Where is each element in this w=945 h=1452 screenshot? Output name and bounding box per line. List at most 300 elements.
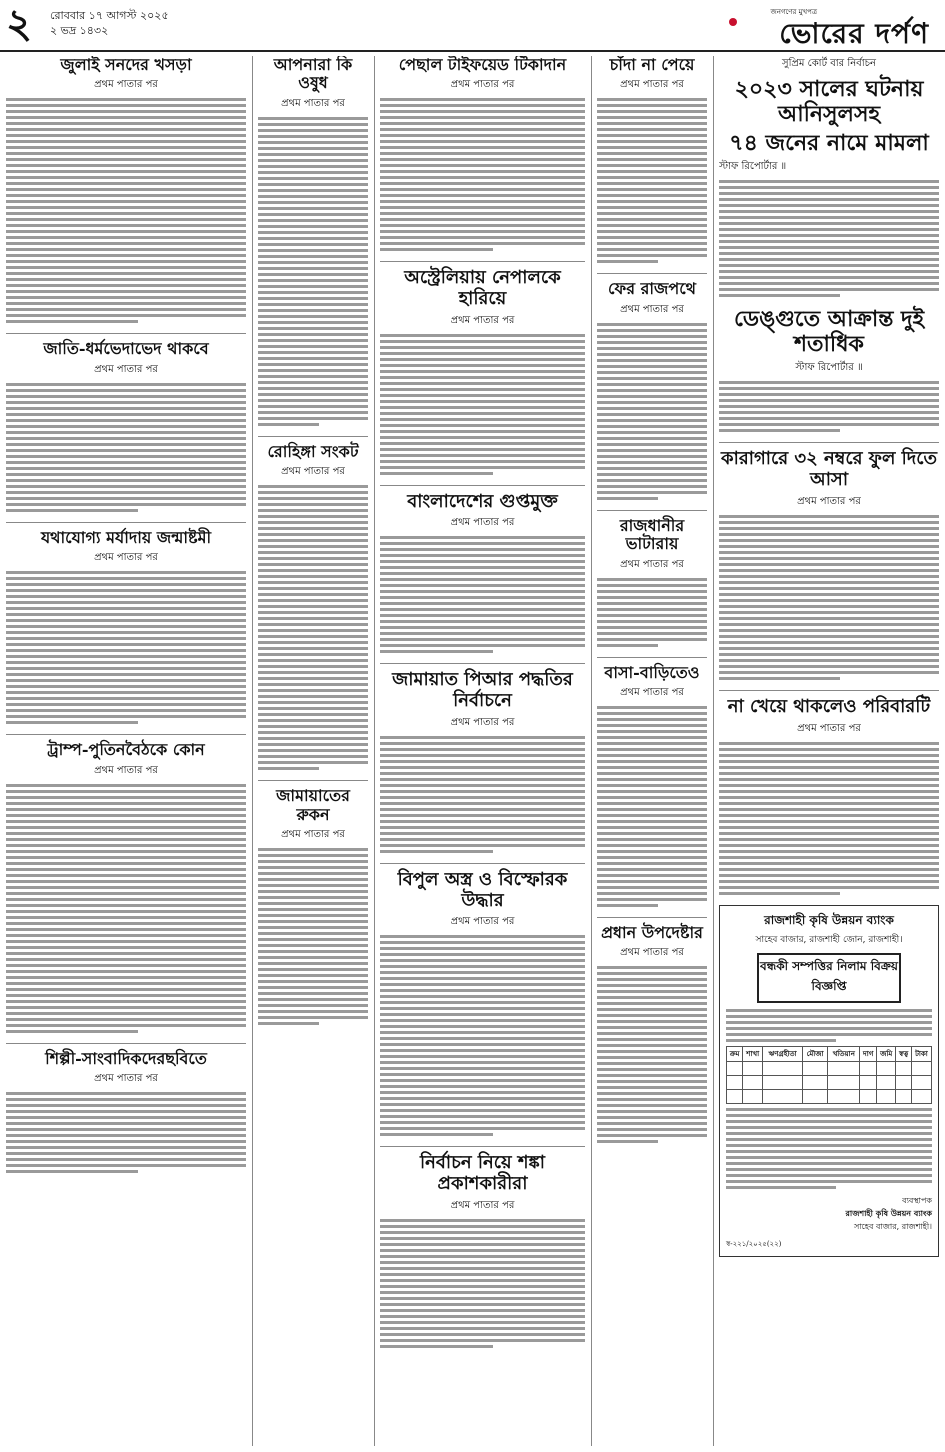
body-text-line: [597, 1044, 707, 1047]
body-text-line: [597, 862, 707, 865]
body-text-line: [6, 880, 246, 883]
body-text-line: [258, 998, 368, 1001]
body-text-line: [258, 231, 368, 234]
notice-table-cell: [763, 1075, 803, 1089]
body-text-line: [380, 1097, 585, 1100]
body-text-line: [6, 808, 246, 811]
body-text-line: [597, 419, 707, 422]
body-text-line: [380, 1315, 585, 1318]
notice-table-cell: [896, 1075, 912, 1089]
body-text-line: [258, 743, 368, 746]
article-headline: ডেঙ্গুতে আক্রান্ত দুই শতাধিক: [733, 305, 925, 358]
body-text-line: [258, 737, 368, 740]
body-text-line: [258, 1010, 368, 1013]
body-text-line: [380, 122, 585, 125]
body-text-line: [719, 533, 939, 536]
body-text-line: [726, 1126, 932, 1129]
body-text-line: [258, 932, 368, 935]
notice-column-header: খতিয়ান: [828, 1046, 860, 1061]
body-text-line: [380, 838, 585, 841]
body-text-line: [258, 351, 368, 354]
body-text-line: [258, 587, 368, 590]
body-text-line: [719, 222, 939, 225]
article-byline: প্রথম পাতার পর: [620, 558, 684, 570]
notice-table-body: [727, 1061, 932, 1103]
body-text-line: [597, 218, 707, 221]
body-text-line: [258, 533, 368, 536]
body-text-line: [6, 461, 246, 464]
body-text-line: [258, 375, 368, 378]
body-text-line: [258, 944, 368, 947]
notice-table-cell: [727, 1075, 743, 1089]
column-4: [597, 56, 707, 1446]
body-text-line: [719, 240, 939, 243]
body-text-line: [6, 709, 246, 712]
body-text-line: [380, 1297, 585, 1300]
body-text-line: [380, 742, 585, 745]
body-text-line: [597, 1140, 658, 1143]
body-text-line: [258, 848, 368, 851]
body-text-line: [726, 1039, 836, 1042]
body-text-line: [258, 659, 368, 662]
body-text-line: [6, 116, 246, 119]
news-article: [597, 280, 707, 499]
body-text-line: [258, 417, 368, 420]
body-text-line: [380, 1037, 585, 1040]
notice-table-cell: [860, 1061, 877, 1075]
body-text-line: [380, 1049, 585, 1052]
body-text-line: [380, 364, 585, 367]
column-divider: [591, 56, 592, 1446]
body-text-line: [597, 730, 707, 733]
body-text-line: [6, 832, 246, 835]
body-text-line: [597, 880, 707, 883]
body-text-line: [6, 952, 246, 955]
article-body: [380, 1219, 585, 1348]
body-text-line: [6, 1110, 246, 1113]
body-text-line: [597, 128, 707, 131]
news-article: [6, 1050, 246, 1173]
notice-table-cell: [911, 1061, 931, 1075]
body-text-line: [380, 424, 585, 427]
body-text-line: [719, 198, 939, 201]
body-text-line: [597, 760, 707, 763]
body-text-line: [719, 742, 939, 745]
notice-intro: [726, 1009, 932, 1042]
body-text-line: [726, 1021, 932, 1024]
body-text-line: [597, 407, 707, 410]
article-headline: চাঁদা না পেয়ে: [609, 56, 695, 74]
body-text-line: [380, 1109, 585, 1112]
body-text-line: [380, 820, 585, 823]
body-text-line: [6, 467, 246, 470]
body-text-line: [380, 1025, 585, 1028]
body-text-line: [597, 898, 707, 901]
body-text-line: [597, 401, 707, 404]
notice-org-sub: সাহেব বাজার, রাজশাহী জোন, রাজশাহী।: [755, 934, 903, 945]
body-text-line: [6, 1030, 138, 1033]
article-body: [6, 383, 246, 512]
body-text-line: [719, 814, 939, 817]
body-text-line: [597, 1134, 707, 1137]
body-text-line: [597, 248, 707, 251]
body-text-line: [719, 796, 939, 799]
lead-kicker: সুপ্রিম কোর্ট বার নির্বাচন: [781, 58, 877, 69]
body-text-line: [597, 200, 707, 203]
body-text-line: [597, 236, 707, 239]
notice-footer-label: ব্যবস্থাপক: [902, 1195, 932, 1205]
body-text-line: [6, 667, 246, 670]
body-text-line: [719, 838, 939, 841]
body-text-line: [258, 345, 368, 348]
body-text-line: [719, 276, 939, 279]
notice-table-cell: [828, 1089, 860, 1103]
notice-table-row: [727, 1089, 932, 1103]
body-text-line: [258, 962, 368, 965]
body-text-line: [597, 260, 658, 263]
body-text-line: [258, 279, 368, 282]
article-byline: প্রথম পাতার পর: [450, 1199, 515, 1211]
body-text-line: [597, 437, 707, 440]
body-text-line: [258, 539, 368, 542]
article-body: [380, 935, 585, 1136]
brand-name: ভোরের দর্পণ: [779, 17, 929, 50]
body-text-line: [6, 994, 246, 997]
body-text-line: [719, 192, 939, 195]
body-text-line: [597, 978, 707, 981]
body-text-line: [597, 578, 707, 581]
body-text-line: [380, 382, 585, 385]
date-gregorian: রোববার ১৭ আগস্ট ২০২৫: [50, 9, 169, 22]
body-text-line: [6, 1012, 246, 1015]
body-text-line: [258, 201, 368, 204]
body-text-line: [6, 320, 138, 323]
article-body: [719, 515, 939, 680]
body-text-line: [6, 928, 246, 931]
body-text-line: [6, 625, 246, 628]
body-text-line: [380, 1219, 585, 1222]
article-headline: ফের রাজপথে: [608, 279, 696, 299]
body-text-line: [719, 527, 939, 530]
body-text-line: [380, 608, 585, 611]
body-text-line: [6, 266, 246, 269]
body-text-line: [6, 655, 246, 658]
news-article: [380, 56, 585, 251]
body-text-line: [6, 970, 246, 973]
body-text-line: [6, 1152, 246, 1155]
body-text-line: [258, 503, 368, 506]
body-text-line: [380, 218, 585, 221]
lead-headline-1: ২০২৩ সালের ঘটনায় আনিসুলসহ: [734, 76, 924, 128]
news-article: [380, 870, 585, 1136]
body-text-line: [597, 996, 707, 999]
body-text-line: [258, 387, 368, 390]
body-text-line: [719, 611, 939, 614]
body-text-line: [380, 1243, 585, 1246]
body-text-line: [597, 335, 707, 338]
body-text-line: [597, 602, 707, 605]
body-text-line: [380, 959, 585, 962]
body-text-line: [6, 485, 246, 488]
body-text-line: [597, 1098, 707, 1101]
body-text-line: [597, 1128, 707, 1131]
body-text-line: [719, 862, 939, 865]
article-byline: প্রথম পাতার পর: [620, 79, 684, 91]
body-text-line: [380, 448, 585, 451]
body-text-line: [719, 665, 939, 668]
news-article: [258, 56, 368, 426]
news-article: [380, 492, 585, 654]
body-text-line: [719, 180, 939, 183]
body-text-line: [597, 1068, 707, 1071]
body-text-line: [597, 1056, 707, 1059]
body-text-line: [6, 1000, 246, 1003]
body-text-line: [380, 1127, 585, 1130]
body-text-line: [597, 620, 707, 623]
body-text-line: [258, 153, 368, 156]
news-article: [597, 664, 707, 907]
body-text-line: [719, 539, 939, 542]
column-1: [6, 56, 246, 1446]
body-text-line: [597, 188, 707, 191]
body-text-line: [380, 590, 585, 593]
body-text-line: [380, 1013, 585, 1016]
article-headline: প্রধান উপদেষ্টার: [601, 922, 703, 942]
body-text-line: [6, 703, 246, 706]
body-text-line: [6, 619, 246, 622]
body-text-line: [380, 182, 585, 185]
body-text-line: [380, 1231, 585, 1234]
body-text-line: [6, 1128, 246, 1131]
article-headline: বিপুল অস্ত্র ও বিস্ফোরক উদ্ধার: [397, 868, 568, 911]
body-text-line: [6, 218, 246, 221]
body-text-line: [6, 904, 246, 907]
body-text-line: [380, 98, 585, 101]
lead-byline: স্টাফ রিপোর্টার ॥: [719, 160, 787, 172]
body-text-line: [380, 632, 585, 635]
body-text-line: [719, 766, 939, 769]
body-text-line: [726, 1168, 932, 1171]
body-text-line: [380, 376, 585, 379]
body-text-line: [597, 886, 707, 889]
body-text-line: [597, 182, 707, 185]
body-text-line: [719, 282, 939, 285]
notice-table-cell: [877, 1061, 896, 1075]
lead-headline-2: ৭৪ জনের নামে মামলা: [729, 129, 929, 156]
body-text-line: [719, 387, 939, 390]
body-text-line: [726, 1033, 932, 1036]
body-text-line: [258, 719, 368, 722]
body-text-line: [6, 1018, 246, 1021]
body-text-line: [380, 400, 585, 403]
body-text-line: [719, 210, 939, 213]
body-text-line: [258, 1004, 368, 1007]
body-text-line: [380, 826, 585, 829]
body-text-line: [6, 1140, 246, 1143]
body-text-line: [380, 796, 585, 799]
body-text-line: [380, 554, 585, 557]
body-text-line: [6, 272, 246, 275]
body-text-line: [380, 626, 585, 629]
body-text-line: [597, 772, 707, 775]
body-text-line: [719, 551, 939, 554]
article-body: [597, 706, 707, 907]
body-text-line: [380, 1121, 585, 1124]
body-text-line: [597, 98, 707, 101]
body-text-line: [258, 611, 368, 614]
body-text-line: [258, 653, 368, 656]
body-text-line: [258, 926, 368, 929]
body-text-line: [6, 784, 246, 787]
body-text-line: [6, 254, 246, 257]
body-text-line: [380, 340, 585, 343]
body-text-line: [597, 104, 707, 107]
article-headline: বাসা-বাড়িতেও: [604, 662, 700, 682]
news-article: [6, 529, 246, 724]
body-text-line: [6, 242, 246, 245]
body-text-line: [6, 1158, 246, 1161]
body-text-line: [258, 683, 368, 686]
body-text-line: [597, 383, 707, 386]
body-text-line: [6, 389, 246, 392]
body-text-line: [258, 896, 368, 899]
body-text-line: [719, 587, 939, 590]
body-text-line: [258, 956, 368, 959]
body-text-line: [380, 620, 585, 623]
body-text-line: [597, 1020, 707, 1023]
body-text-line: [380, 941, 585, 944]
body-text-line: [380, 766, 585, 769]
body-text-line: [6, 140, 246, 143]
article-headline: জাতি-ধর্মভেদাভেদ থাকবে: [43, 339, 209, 359]
body-text-line: [719, 575, 939, 578]
body-text-line: [380, 1055, 585, 1058]
body-text-line: [380, 418, 585, 421]
body-text-line: [380, 1339, 585, 1342]
notice-org: রাজশাহী কৃষি উন্নয়ন ব্যাংক: [764, 912, 894, 927]
body-text-line: [6, 697, 246, 700]
body-text-line: [597, 584, 707, 587]
article-headline: নির্বাচন নিয়ে শঙ্কা প্রকাশকারীরা: [420, 1152, 545, 1194]
body-text-line: [258, 273, 368, 276]
body-text-line: [380, 194, 585, 197]
news-article: [380, 670, 585, 852]
body-text-line: [719, 790, 939, 793]
newspaper-logo: [727, 4, 937, 50]
body-text-line: [380, 388, 585, 391]
body-text-line: [719, 856, 939, 859]
body-text-line: [719, 216, 939, 219]
body-text-line: [719, 593, 939, 596]
body-text-line: [258, 695, 368, 698]
body-text-line: [380, 352, 585, 355]
article-byline: স্টাফ রিপোর্টার ॥: [795, 362, 863, 374]
notice-column-header: জমি: [877, 1046, 896, 1061]
article-separator: [6, 734, 246, 735]
body-text-line: [597, 748, 707, 751]
body-text-line: [6, 449, 246, 452]
body-text-line: [380, 1067, 585, 1070]
body-text-line: [258, 629, 368, 632]
article-byline: প্রথম পাতার পর: [620, 686, 684, 698]
column-5: [719, 56, 939, 1446]
body-text-line: [380, 236, 585, 239]
body-text-line: [719, 521, 939, 524]
body-text-line: [258, 405, 368, 408]
body-text-line: [380, 778, 585, 781]
body-text-line: [6, 673, 246, 676]
body-text-line: [380, 965, 585, 968]
body-text-line: [597, 158, 707, 161]
notice-column-header: ক্রম: [727, 1046, 743, 1061]
body-text-line: [380, 548, 585, 551]
body-text-line: [258, 177, 368, 180]
body-text-line: [597, 413, 707, 416]
article-body: [380, 98, 585, 251]
body-text-line: [258, 980, 368, 983]
body-text-line: [258, 189, 368, 192]
article-headline: জামায়াতের রুকন: [276, 786, 350, 824]
body-text-line: [6, 601, 246, 604]
body-text-line: [258, 623, 368, 626]
article-headline: রাজধানীর ভাটারায়: [619, 515, 685, 554]
body-text-line: [6, 248, 246, 251]
masthead: [0, 0, 945, 52]
body-text-line: [258, 321, 368, 324]
body-text-line: [597, 814, 707, 817]
body-text-line: [597, 904, 658, 907]
body-text-line: [6, 583, 246, 586]
body-text-line: [380, 1007, 585, 1010]
body-text-line: [719, 605, 939, 608]
body-text-line: [719, 599, 939, 602]
body-text-line: [258, 920, 368, 923]
body-text-line: [597, 485, 707, 488]
body-text-line: [6, 820, 246, 823]
body-text-line: [258, 938, 368, 941]
notice-table-cell: [877, 1089, 896, 1103]
body-text-line: [597, 230, 707, 233]
body-text-line: [597, 1080, 707, 1083]
body-text-line: [6, 1006, 246, 1009]
body-text-line: [719, 820, 939, 823]
body-text-line: [380, 1225, 585, 1228]
body-text-line: [380, 736, 585, 739]
body-text-line: [719, 808, 939, 811]
body-text-line: [597, 395, 707, 398]
body-text-line: [6, 940, 246, 943]
body-text-line: [6, 1092, 246, 1095]
article-byline: প্রথম পাতার পর: [281, 828, 345, 840]
news-article: [719, 697, 939, 895]
body-text-line: [719, 641, 939, 644]
notice-table-cell: [743, 1089, 763, 1103]
body-text-line: [6, 455, 246, 458]
body-text-line: [726, 1015, 932, 1018]
page-number: ২: [6, 0, 33, 47]
body-text-line: [719, 826, 939, 829]
body-text-line: [6, 1122, 246, 1125]
body-text-line: [597, 329, 707, 332]
article-body: [380, 536, 585, 653]
body-text-line: [258, 569, 368, 572]
news-article: [597, 924, 707, 1143]
article-body: [597, 578, 707, 647]
body-text-line: [597, 431, 707, 434]
brand-tagline: জনগণের মুখপত্র: [770, 8, 817, 16]
article-byline: প্রথম পাতার পর: [620, 303, 684, 315]
column-divider: [713, 56, 714, 1446]
